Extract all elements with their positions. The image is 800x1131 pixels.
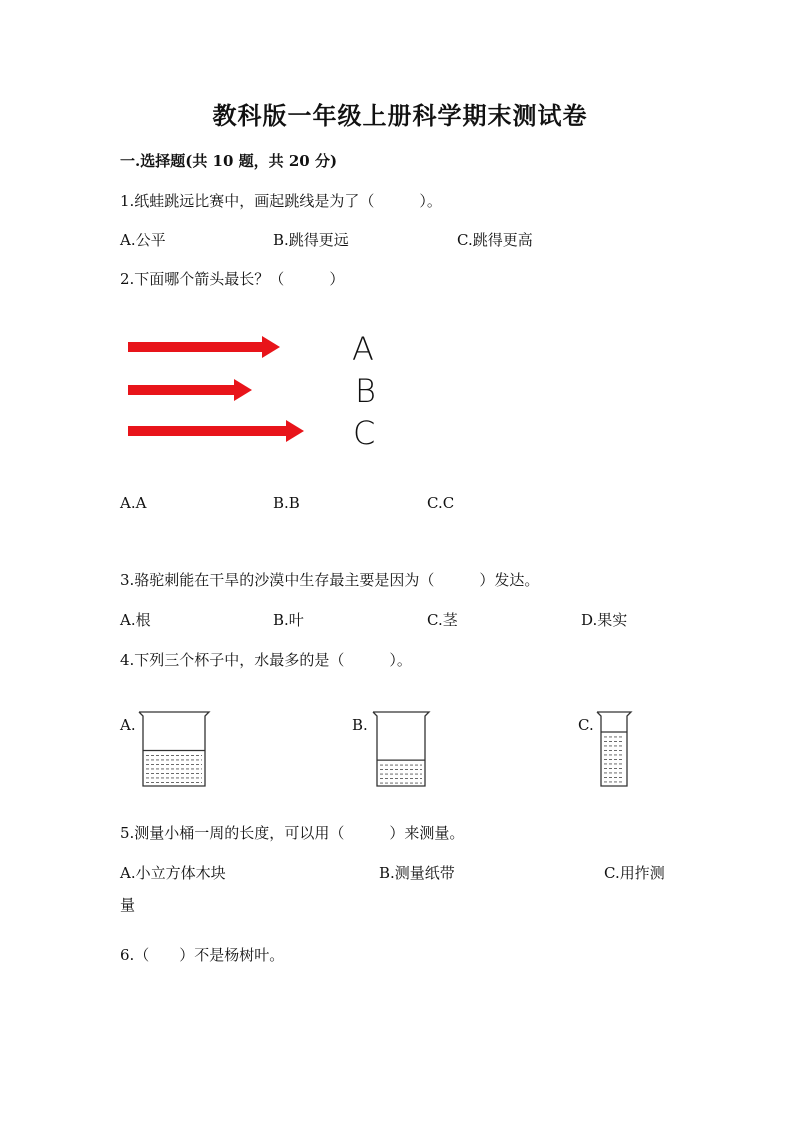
q3-option-a: A.根 <box>120 611 151 629</box>
question-3-stem: 3.骆驼刺能在干旱的沙漠中生存最主要是因为（ ）发达。 <box>120 571 540 589</box>
question-1-stem: 1.纸蛙跳远比赛中，画起跳线是为了（ ）。 <box>120 192 442 210</box>
cup-a <box>139 712 209 786</box>
page-title: 教科版一年级上册科学期末测试卷 <box>212 101 588 130</box>
q2-option-b: B.B <box>273 494 300 512</box>
q5-option-a: A.小立方体木块 <box>120 864 226 882</box>
q4-option-a: A. <box>120 716 136 734</box>
q4-option-b: B. <box>352 716 368 734</box>
q3-option-c: C.茎 <box>427 611 458 629</box>
q5-option-c: C.用拃测 <box>604 864 665 882</box>
cup-c <box>597 712 631 786</box>
q3-option-b: B.叶 <box>273 611 304 629</box>
q5-option-b: B.测量纸带 <box>379 864 455 882</box>
q1-option-a: A.公平 <box>120 231 166 249</box>
q1-option-c: C.跳得更高 <box>457 231 533 249</box>
figure-label-b: B <box>355 372 376 410</box>
q2-option-c: C.C <box>427 494 455 512</box>
figure-label-c: C <box>353 414 376 452</box>
question-6-stem: 6.（ ）不是杨树叶。 <box>120 946 285 964</box>
cup-b <box>373 712 429 786</box>
question-2-stem: 2.下面哪个箭头最长？（ ） <box>120 270 345 288</box>
q1-option-b: B.跳得更远 <box>273 231 349 249</box>
q3-option-d: D.果实 <box>581 611 628 629</box>
figure-label-a: A <box>352 330 374 368</box>
q2-option-a: A.A <box>120 494 147 512</box>
question-5-stem: 5.测量小桶一周的长度，可以用（ ）来测量。 <box>120 824 465 842</box>
question-4-stem: 4.下列三个杯子中，水最多的是（ ）。 <box>120 651 412 669</box>
q5-option-c-wrap: 量 <box>120 896 136 914</box>
q4-option-c: C. <box>578 716 594 734</box>
section-heading: 一.选择题(共 10 题，共 20 分) <box>120 152 338 170</box>
